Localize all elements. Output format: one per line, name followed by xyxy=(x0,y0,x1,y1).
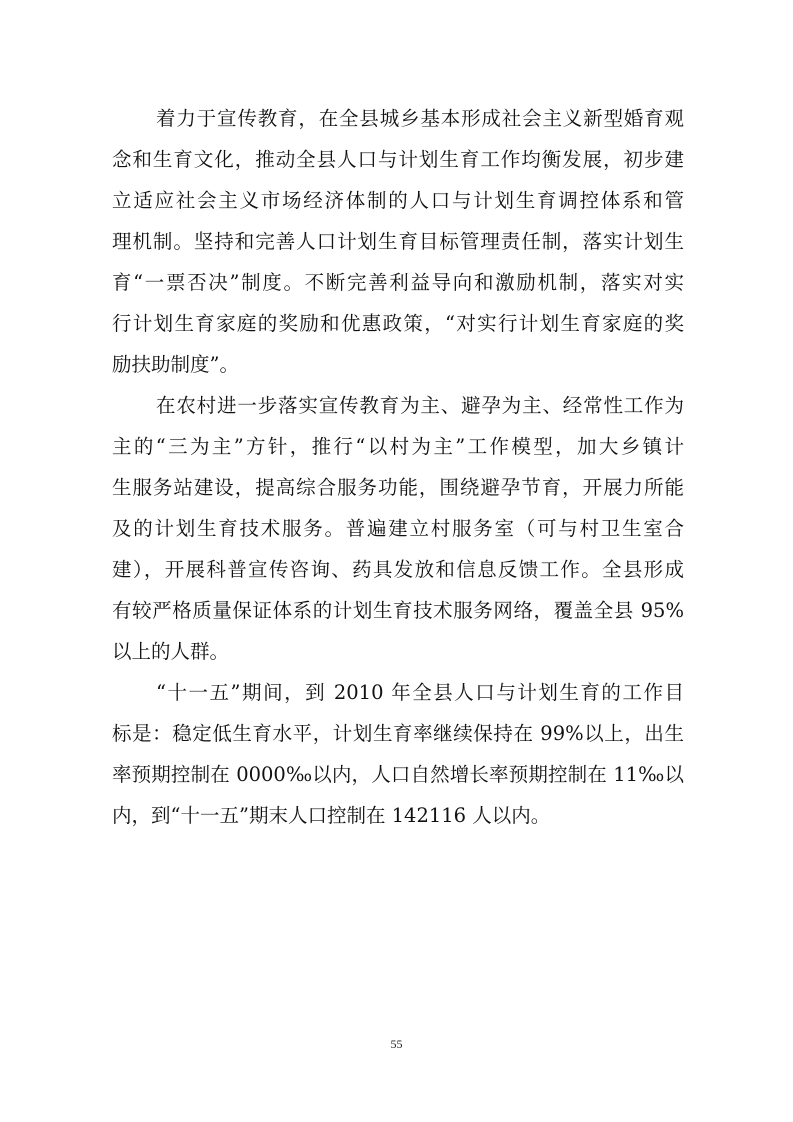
paragraph-1-line-6: 行计划生育家庭的奖励和优惠政策，“对实行计划生育家庭的奖 xyxy=(112,312,684,335)
paragraph-2-line-6: 有较严格质量保证体系的计划生育技术服务网络，覆盖全县 95% xyxy=(112,599,684,622)
body-text xyxy=(112,98,684,836)
paragraph-1-line-4: 理机制。坚持和完善人口计划生育目标管理责任制，落实计划生 xyxy=(112,230,684,253)
paragraph-1-line-5: 育“一票否决”制度。不断完善利益导向和激励机制，落实对实 xyxy=(112,271,684,294)
paragraph-2-line-4: 及的计划生育技术服务。普遍建立村服务室（可与村卫生室合 xyxy=(112,517,684,540)
paragraph-3-line-4: 内，到“十一五”期末人口控制在 142116 人以内。 xyxy=(112,804,551,827)
paragraph-1-line-1: 着力于宣传教育，在全县城乡基本形成社会主义新型婚育观 xyxy=(156,107,684,130)
paragraph-2-line-5: 建），开展科普宣传咨询、药具发放和信息反馈工作。全县形成 xyxy=(112,558,684,581)
paragraph-1-line-2: 念和生育文化，推动全县人口与计划生育工作均衡发展，初步建 xyxy=(112,148,684,171)
paragraph-3-line-1: “十一五”期间，到 2010 年全县人口与计划生育的工作目 xyxy=(156,681,684,704)
paragraph-1-line-7: 励扶助制度”。 xyxy=(112,353,239,376)
paragraph-3-line-2: 标是：稳定低生育水平，计划生育率继续保持在 99%以上，出生 xyxy=(112,722,684,745)
paragraph-2-line-2: 主的“三为主”方针，推行“以村为主”工作模型，加大乡镇计 xyxy=(112,435,684,458)
paragraph-2-line-7: 以上的人群。 xyxy=(112,640,230,663)
paragraph-2-line-1: 在农村进一步落实宣传教育为主、避孕为主、经常性工作为 xyxy=(156,394,684,417)
paragraph-1-line-3: 立适应社会主义市场经济体制的人口与计划生育调控体系和管 xyxy=(112,189,684,212)
page-number: 55 xyxy=(390,1037,403,1051)
paragraph-3-line-3: 率预期控制在 0000‰以内，人口自然增长率预期控制在 11‰以 xyxy=(112,763,684,786)
paragraph-2-line-3: 生服务站建设，提高综合服务功能，围绕避孕节育，开展力所能 xyxy=(112,476,684,499)
